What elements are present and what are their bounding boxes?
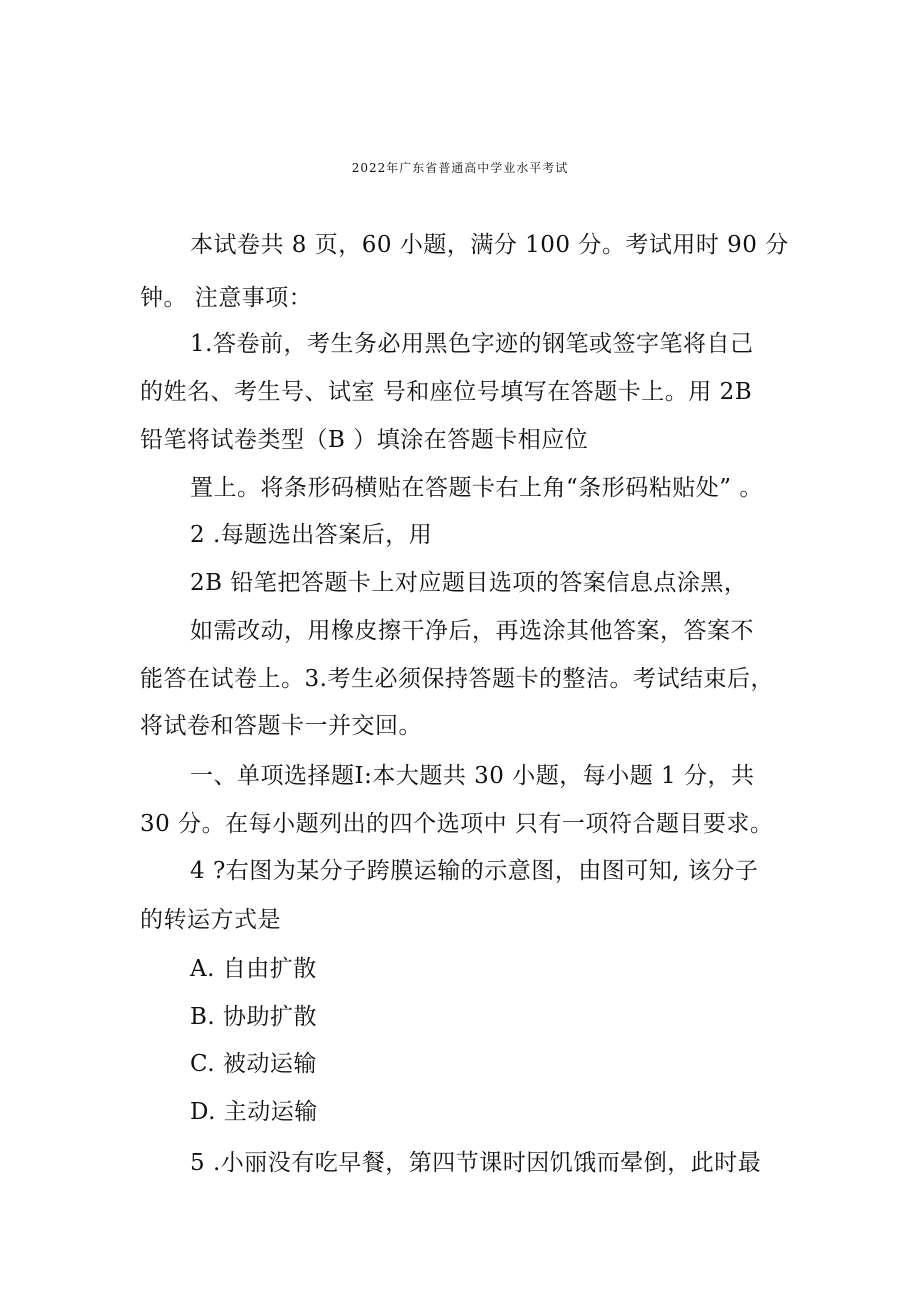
text-line: 本试卷共 8 页，60 小题，满分 100 分。考试用时 90 分 bbox=[190, 232, 789, 258]
text-line: 4 ?右图为某分子跨膜运输的示意图，由图可知, 该分子 bbox=[190, 858, 759, 884]
text-line: 铅笔将试卷类型（B ）填涂在答题卡相应位 bbox=[140, 427, 589, 453]
text-line: 1.答卷前，考生务必用黑色字迹的钢笔或签字笔将自己 bbox=[190, 331, 754, 357]
text-line: 30 分。在每小题列出的四个选项中 只有一项符合题目要求。 bbox=[140, 811, 774, 837]
option-b: B. 协助扩散 bbox=[190, 1004, 318, 1030]
text-line: 2B 铅笔把答题卡上对应题目选项的答案信息点涂黑， bbox=[190, 570, 748, 596]
text-line: 2 .每题选出答案后，用 bbox=[190, 522, 433, 548]
text-line: 将试卷和答题卡一并交回。 bbox=[140, 713, 422, 739]
text-line: 一、单项选择题Ⅰ:本大题共 30 小题，每小题 1 分，共 bbox=[190, 763, 755, 789]
text-line: 如需改动，用橡皮擦干净后，再选涂其他答案，答案不 bbox=[190, 618, 754, 644]
text-line: 的转运方式是 bbox=[140, 907, 281, 933]
option-d: D. 主动运输 bbox=[190, 1099, 318, 1125]
text-line: 5 .小丽没有吃早餐，第四节课时因饥饿而晕倒，此时最 bbox=[190, 1150, 762, 1176]
text-line: 能答在试卷上。3.考生必须保持答题卡的整洁。考试结束后， bbox=[140, 666, 774, 692]
text-line: 的姓名、考生号、试室 号和座位号填写在答题卡上。用 2B bbox=[140, 379, 753, 405]
text-line: 钟。 注意事项： bbox=[140, 285, 313, 311]
option-a: A. 自由扩散 bbox=[190, 956, 317, 982]
page-title: 2022年广东省普通高中学业水平考试 bbox=[351, 161, 569, 175]
option-c: C. 被动运输 bbox=[190, 1051, 317, 1077]
text-line: 置上。将条形码横贴在答题卡右上角“条形码粘贴处” 。 bbox=[190, 475, 763, 501]
